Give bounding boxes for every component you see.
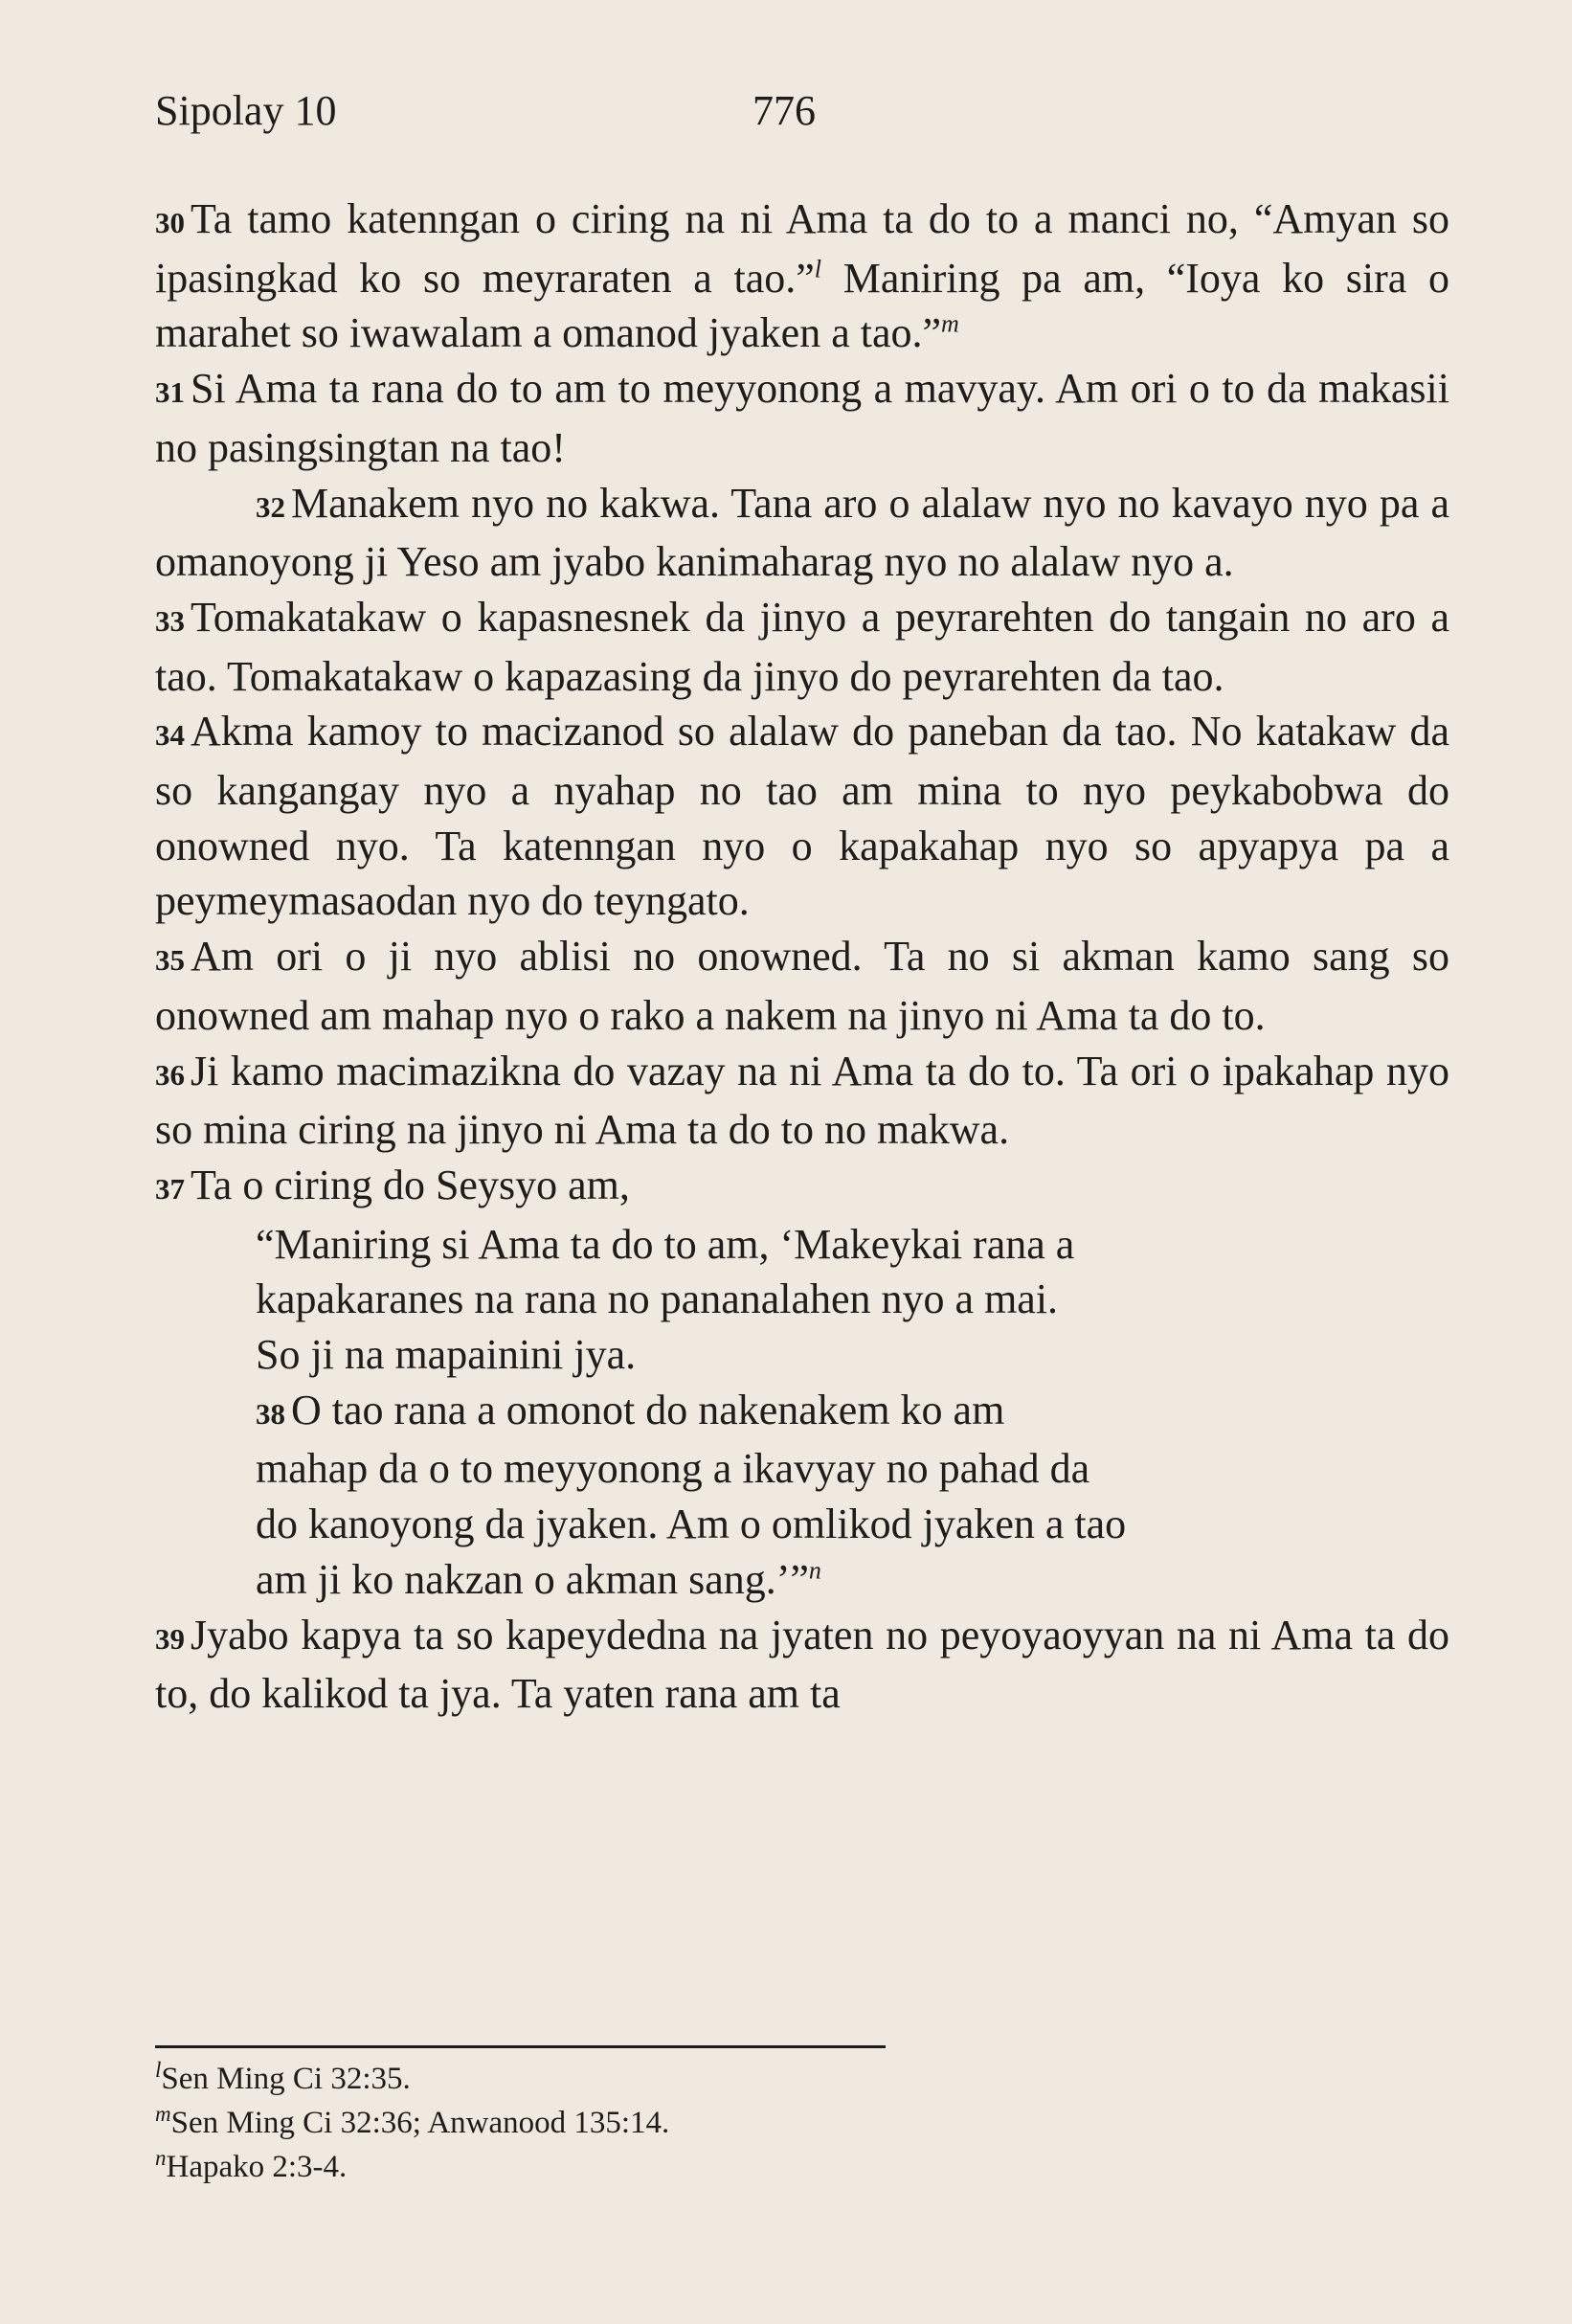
verse-39: [155, 1608, 1449, 1722]
verse-number: 30: [155, 206, 185, 239]
verse-text: Manakem nyo no kakwa. Tana aro o alalaw nyo no kavayo nyo pa a omanoyong ji Yeso am jyabo kanimaharag nyo no alalaw nyo a.: [155, 479, 1449, 586]
verse-31: [155, 361, 1449, 475]
footnote-mark: l: [155, 2058, 162, 2082]
verse-number: 33: [155, 603, 185, 638]
verse-35: [155, 929, 1449, 1043]
page-header: [155, 82, 1438, 140]
verse-text: Jyabo kapya ta so kapeydedna na jyaten no peyoyaoyyan na ni Ama ta do to, do kalikod ta jya. Ta yaten rana am ta: [155, 1611, 1449, 1718]
verse-37: [155, 1158, 1449, 1217]
verse-number: 35: [155, 943, 185, 978]
verse-number: 31: [155, 375, 185, 410]
verse-number: 39: [155, 1621, 185, 1656]
footnote: $^l$Sen Ming Ci 32:35.: [155, 2058, 411, 2096]
footnote: $^m$Sen Ming Ci 32:36; Anwanood 135:14.: [155, 2102, 670, 2140]
verse-number: 37: [155, 1171, 185, 1206]
verse-text: Ta o ciring do Seysyo am,: [191, 1161, 630, 1208]
poetry-line: mahap da o to meyyonong a ikavyay no pahad da: [256, 1445, 1090, 1493]
footnotes: [155, 2057, 1017, 2189]
footnote-mark: n: [155, 2146, 167, 2170]
verse-text: Ji kamo macimazikna do vazay na ni Ama ta do to. Ta ori o ipakahap nyo so mina ciring na jinyo ni Ama ta do to no makwa.: [155, 1047, 1449, 1154]
poetry-line: kapakaranes na rana no pananalahen nyo a mai.: [256, 1275, 1059, 1323]
footnote-ref[interactable]: n: [808, 1556, 821, 1585]
scripture-text: [155, 192, 1449, 1722]
verse-text: Ta tamo katenngan o ciring na ni Ama ta do to a manci no, “Amyan so ipasingkad ko so meyraraten a tao.”: [155, 195, 1449, 302]
poetry-line: “Maniring si Ama ta do to am, ‘Makeykai rana a: [256, 1220, 1075, 1268]
verse-text: Akma kamoy to macizanod so alalaw do paneban da tao. No katakaw da so kangangay nyo a nyahap no tao am mina to nyo peykabobwa do onowned nyo. Ta katenngan nyo o kapakahap nyo so apyapya pa a peymeymasaodan nyo do teyngato.: [155, 708, 1449, 925]
verse-36: [155, 1044, 1449, 1158]
footnote-mark: m: [155, 2102, 171, 2126]
verse-number: 36: [155, 1057, 185, 1092]
poetry-block: [155, 1217, 1449, 1608]
footnote-divider: [155, 2045, 886, 2048]
verse-32: [155, 476, 1449, 590]
footnote-ref[interactable]: m: [941, 309, 959, 338]
poetry-line: So ji na mapainini jya.: [256, 1331, 637, 1379]
poetry-line: am ji ko nakzan o akman sang.’”$^n$: [256, 1555, 821, 1603]
verse-number: 38: [256, 1396, 285, 1431]
verse-34: [155, 704, 1449, 929]
page-number: 776: [752, 87, 816, 134]
verse-text: Si Ama ta rana do to am to meyyonong a mavyay. Am ori o to da makasii no pasingsingtan na tao!: [155, 365, 1449, 471]
verse-33: [155, 590, 1449, 704]
footnote-ref[interactable]: l: [814, 255, 822, 283]
verse-text: Maniring pa am, “Ioya ko sira o marahet so iwawalam a omanod jyaken a tao.”: [155, 254, 1450, 357]
verse-text: Am ori o ji nyo ablisi no onowned. Ta no si akman kamo sang so onowned am mahap nyo o rako a nakem na jinyo ni Ama ta do to.: [155, 933, 1449, 1039]
verse-text: Tomakatakaw o kapasnesnek da jinyo a peyrarehten do tangain no aro a tao. Tomakatakaw o kapazasing da jinyo do peyrarehten da tao.: [155, 593, 1449, 700]
verse-number: 34: [155, 718, 185, 753]
poetry-line: 38 O tao rana a omonot do nakenakem ko am: [256, 1386, 1005, 1433]
poetry-line: do kanoyong da jyaken. Am o omlikod jyaken a tao: [256, 1500, 1127, 1548]
footnote: $^n$Hapako 2:3-4.: [155, 2146, 348, 2184]
verse-number: 32: [256, 489, 285, 524]
running-head: Sipolay 10: [155, 87, 337, 134]
verse-30: [155, 192, 1449, 361]
